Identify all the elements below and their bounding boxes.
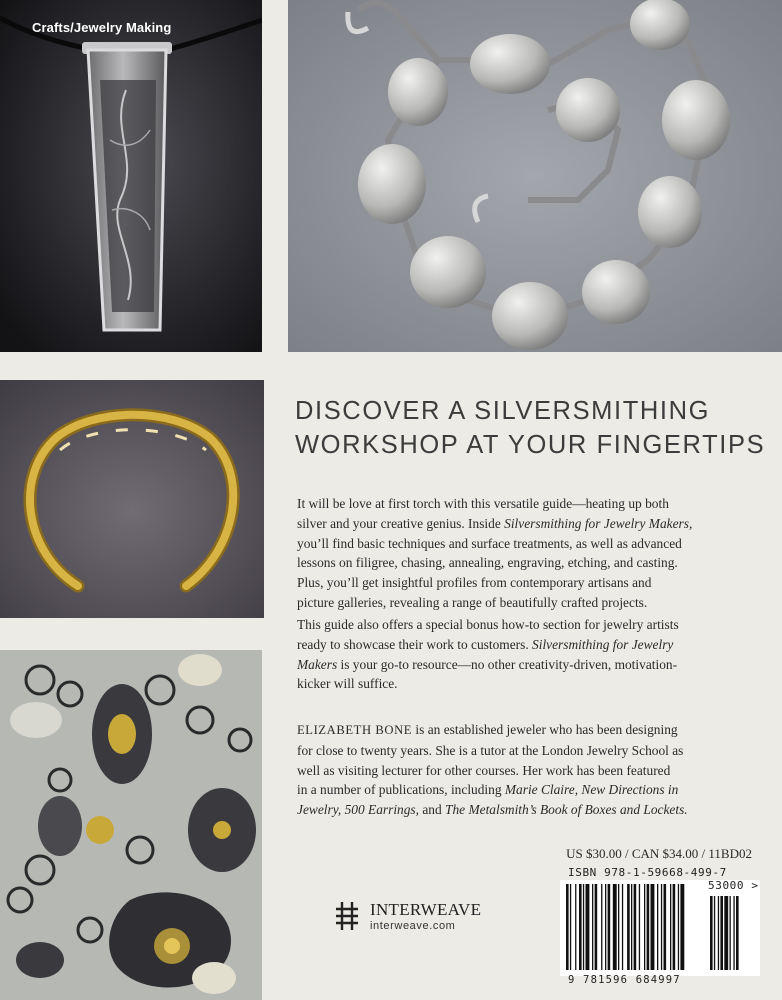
barcode-bar (673, 884, 676, 970)
interweave-knot-icon (334, 900, 360, 932)
barcode-bar (605, 884, 606, 970)
earrings-collection-photo (0, 650, 262, 1000)
author-bio (297, 720, 757, 820)
category-tag: Crafts/Jewelry Making (32, 20, 172, 35)
barcode-bar (583, 884, 584, 970)
barcode-bar (647, 884, 650, 970)
barcode-bar (631, 884, 632, 970)
paragraph-line (297, 655, 757, 675)
paragraph-line: This guide also offers a special bonus how-to section for jewelry artists (297, 617, 679, 632)
barcode-bar (566, 884, 569, 970)
barcode-bar (595, 884, 598, 970)
publisher-name: INTERWEAVE (370, 900, 482, 919)
barcode-bar (613, 884, 617, 970)
barcode-bar (608, 884, 611, 970)
paragraph-line: you’ll find basic techniques and surface treatments, as well as advanced (297, 535, 682, 551)
barcode-bars (560, 880, 760, 976)
description-paragraph-2 (297, 615, 757, 694)
paragraph-line (297, 800, 757, 820)
barcode (560, 880, 760, 976)
paragraph-line (297, 514, 757, 534)
barcode-bar (680, 884, 684, 970)
paragraph-line: It will be love at first torch with this versatile guide—heating up both (297, 496, 669, 511)
barcode-bar (724, 896, 728, 970)
paragraph-line: kicker will suffice. (297, 676, 398, 692)
barcode-bar (664, 884, 667, 970)
headline (295, 394, 765, 462)
torque-necklace-photo (0, 380, 264, 618)
barcode-bar (720, 896, 723, 970)
text-run: in a number of publications, including (297, 782, 505, 798)
barcode-bar (651, 884, 655, 970)
price-line: US $30.00 / CAN $34.00 / 11BD02 (566, 846, 752, 861)
text-run: and (419, 802, 446, 818)
barcode-bar (627, 884, 630, 970)
barcode-number: 9 781596 684997 (568, 974, 681, 986)
pendant-photo (0, 0, 262, 352)
barcode-bar (634, 884, 637, 970)
barcode-bar (579, 884, 582, 970)
price-code: 53000 > (708, 879, 759, 892)
text-run: is an established jeweler who has been designing (412, 722, 678, 737)
barcode-bar (601, 884, 602, 970)
barcode-bar (644, 884, 645, 970)
headline-line-1: DISCOVER A SILVERSMITHING (295, 397, 711, 425)
paragraph-line (297, 635, 757, 655)
text-run: silver and your creative genius. Inside (297, 515, 505, 531)
barcode-bar (639, 884, 640, 970)
paragraph-line: well as visiting lecturer for other courses. Her work has been featured (297, 762, 671, 778)
barcode-bar (670, 884, 671, 970)
paragraph-line: Plus, you’ll get insightful profiles from contemporary artisans and (297, 575, 652, 591)
text-run: is your go-to resource—no other creativity-driven, motivation- (337, 656, 678, 672)
barcode-bar (730, 896, 731, 970)
publisher-url: interweave.com (370, 920, 456, 932)
barcode-bar (570, 884, 571, 970)
book-title: Makers (297, 656, 338, 672)
bead-necklace-photo (288, 0, 782, 352)
paragraph-line: lessons on filigree, chasing, annealing, engraving, etching, and casting. (297, 555, 678, 571)
paragraph-line (297, 720, 757, 741)
barcode-bar (592, 884, 593, 970)
paragraph-line: picture galleries, revealing a range of beautifully crafted projects. (297, 594, 648, 610)
paragraph-line: for close to twenty years. She is a tutor at the London Jewelry School as (297, 742, 684, 758)
publication-titles: Marie Claire, New Directions in (504, 782, 679, 798)
publication-titles: Jewelry, 500 Earrings, (297, 802, 419, 818)
barcode-bar (661, 884, 662, 970)
barcode-bar (678, 884, 679, 970)
barcode-bar (586, 884, 590, 970)
headline-line-2: WORKSHOP AT YOUR FINGERTIPS (295, 431, 766, 459)
book-title: Silversmithing for Jewelry (532, 636, 674, 652)
barcode-bar (618, 884, 619, 970)
publication-titles: The Metalsmith’s Book of Boxes and Lockets. (445, 802, 688, 818)
paragraph-line (297, 780, 757, 800)
text-run: ready to showcase their work to customers. (297, 636, 533, 652)
isbn-label: ISBN 978-1-59668-499-7 (568, 866, 727, 879)
book-title: Silversmithing for Jewelry Makers, (504, 515, 693, 531)
barcode-bar (714, 896, 715, 970)
barcode-bar (657, 884, 658, 970)
barcode-bar (622, 884, 623, 970)
barcode-bar (733, 896, 734, 970)
barcode-bar (736, 896, 739, 970)
author-name: ELIZABETH BONE (297, 723, 413, 737)
description-paragraph-1 (297, 494, 757, 613)
barcode-bar (575, 884, 576, 970)
barcode-bar (710, 896, 713, 970)
barcode-bar (718, 896, 719, 970)
